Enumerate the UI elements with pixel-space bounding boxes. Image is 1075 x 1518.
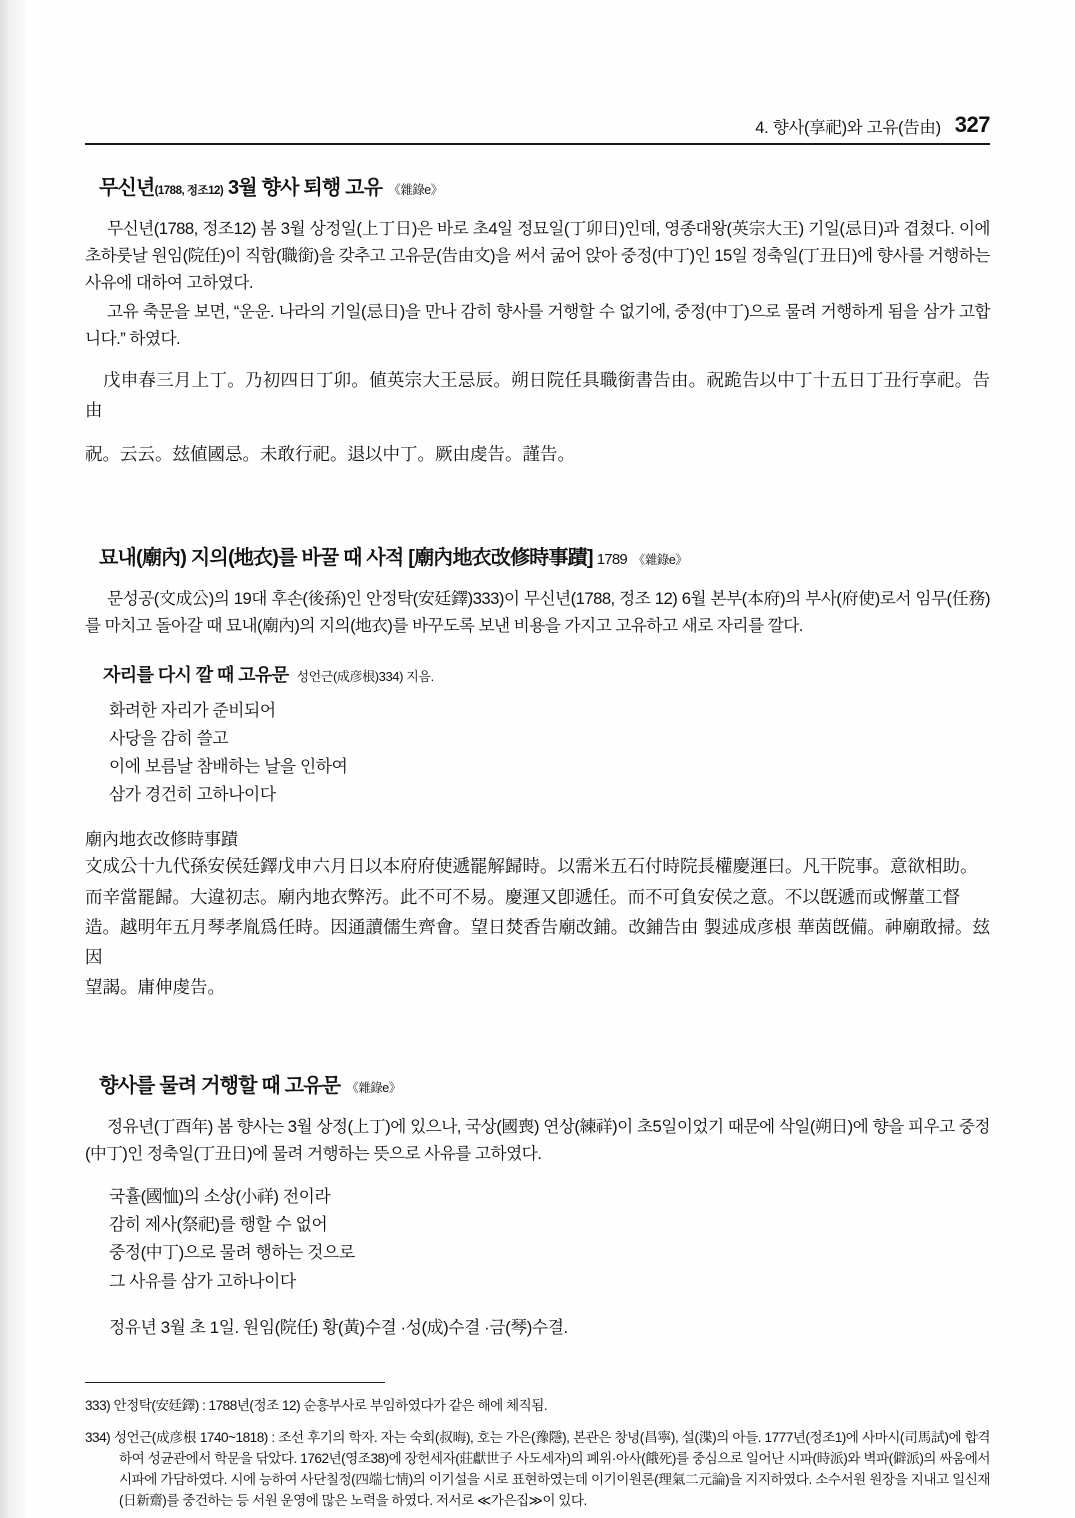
subheading-jari-author: 성언근(成彦根)334) 지음. [296,668,434,684]
page-number: 327 [954,112,990,137]
hanmun-musin-line-1: 戊申春三月上丁。乃初四日丁卯。値英宗大王忌辰。朔日院任具職銜書告由。祝跪告以中丁十五日丁丑行享祀。告由 [85,371,990,422]
section-heading-musin-rest: 3월 향사 퇴행 고유 [227,177,383,199]
verse-mulryeo-line-4: 그 사유를 삼가 고하나이다 [109,1271,296,1291]
signature-line: 정유년 3월 초 1일. 원임(院任) 황(黃)수결 ·성(成)수결 ·금(琴)수결. [109,1317,568,1337]
hanmun-jiui-line-1: 文成公十九代孫安侯廷鐸戊申六月日以本府府使遞罷解歸時。以需米五石付時院長權慶運曰。凡干院事。意欲相助。 [85,857,978,878]
verse-mulryeo-line-1: 국휼(國恤)의 소상(小祥) 전이라 [109,1187,331,1207]
section-heading-jiui-main: 묘내(廟內) 지의(地衣)를 바꿀 때 사적 [廟內地衣改修時事蹟] [99,546,593,569]
hanmun-jiui-line-2: 而辛當罷歸。大違初志。廟內地衣弊汚。此不可不易。慶運又卽遞任。而不可負安侯之意。不以旣遞而或懈蕫工督 [85,887,960,908]
section-heading-jiui [99,545,990,571]
chapter-title: 4. 향사(享祀)와 고유(告由) [755,119,941,137]
footnote-334 [85,1427,990,1511]
running-header [85,112,990,145]
footnote-333 [85,1395,990,1416]
footnote-separator [85,1382,385,1383]
verse-mulryeo-line-3: 중정(中丁)으로 물려 행하는 것으로 [109,1243,355,1263]
hanmun-jiui-line-4: 望謁。庸伸虔告。 [85,977,225,998]
paragraph-mulryeo-1: 정유년(丁酉年) 봄 향사는 3월 상정(上丁)에 있으나, 국상(國喪) 연상(練祥)이 초5일이었기 때문에 삭일(朔日)에 향을 피우고 중정(中丁)인 정축일(丁丑日)에 물려 거행하는 뜻으로 사유를 고하였다. [85,1116,990,1163]
paragraph-musin-2: 고유 축문을 보면, “운운. 나라의 기일(忌日)을 만나 감히 향사를 거행할 수 없기에, 중정(中丁)으로 물려 거행하게 됨을 삼가 고합니다.” 하였다. [85,302,990,349]
footnote-333-text: 안정탁(安廷鐸) : 1788년(정조 12) 순흥부사로 부임하였다가 같은 해에 체직됨. [113,1397,548,1413]
footnote-334-text: 성언근(成彦根 1740~1818) : 조선 후기의 학자. 자는 숙회(叔晦), 호는 가은(豫隱), 본관은 창녕(昌寧), 설(渫)의 아들. 1777년(정조1)에 사마시(司馬試)에 합격하여 성균관에서 학문을 닦았다. 1762년(영조38)에 장헌세자(莊獻世子 사도세자)의 폐위·아사(餓死)를 중심으로 일어난 시파(時派)와 벽파(僻派)의 싸움에서 시파에 가담하였다. 시에 능하여 사단칠정(四端七情)의 이기설을 시로 표현하였는데 이기이원론(理氣二元論)을 지지하였다. 소수서원 원장을 지내고 일신재(日新齋)를 중건하는 등 서원 운영에 많은 노력을 하였다. 저서로 ≪가은집≫이 있다. [113,1429,990,1509]
section-heading-musin-main: 무신년 [99,177,155,199]
section-heading-mulryeo [99,1073,990,1099]
footnote-334-number: 334) [85,1429,111,1445]
scan-edge-shadow [0,0,26,1518]
subheading-jari-label: 자리를 다시 깔 때 고유문 [103,664,289,685]
verse-jari-line-2: 사당을 감히 쓸고 [109,728,229,748]
section-heading-jiui-source: 《雜錄e》 [632,552,688,567]
verse-jari-line-3: 이에 보름날 참배하는 날을 인하여 [109,757,348,777]
section-heading-musin-small: (1788, 정조12) [154,185,224,197]
footnote-333-number: 333) [85,1397,111,1413]
hanmun-jiui-title: 廟內地衣改修時事蹟 [85,830,238,851]
section-heading-mulryeo-source: 《雜錄e》 [346,1080,401,1095]
paragraph-jiui-1: 문성공(文成公)의 19대 후손(後孫)인 안정탁(安廷鐸)333)이 무신년(1788, 정조 12) 6월 본부(本府)의 부사(府使)로서 임무(任務)를 마치고 돌아갈 때 묘내(廟內)의 지의(地衣)를 바꾸도록 보낸 비용을 가지고 고유하고 새로 자리를 깔다. [85,588,990,635]
section-heading-musin [99,175,990,201]
verse-mulryeo-line-2: 감히 제사(祭祀)를 행할 수 없어 [109,1215,328,1235]
section-heading-musin-source: 《雜錄e》 [388,183,443,197]
verse-mulryeo [109,1183,990,1296]
hanmun-musin-line-2: 祝。云云。玆値國忌。未敢行祀。退以中丁。厥由虔告。謹告。 [85,445,575,466]
subheading-jari-gouimun [103,661,990,687]
verse-jari-line-4: 삼가 경건히 고하나이다 [109,785,276,805]
verse-jari-line-1: 화려한 자리가 준비되어 [109,700,276,720]
section-heading-mulryeo-main: 향사를 물려 거행할 때 고유문 [99,1074,341,1097]
section-heading-jiui-year: 1789 [596,550,627,568]
page-content [85,0,990,1518]
verse-jari [109,697,990,810]
hanmun-jiui-line-3: 造。越明年五月琴孝胤爲任時。因通讀儒生齊會。望日焚香告廟改鋪。改鋪告由 製述成彦根 華茵旣備。神廟敢掃。玆因 [85,917,990,968]
paragraph-musin-1: 무신년(1788, 정조12) 봄 3월 상정일(上丁日)은 바로 초4일 정묘일(丁卯日)인데, 영종대왕(英宗大王) 기일(忌日)과 겹쳤다. 이에 초하룻날 원임(院任)이 직함(職銜)을 갖추고 고유문(告由文)을 써서 굶어 앉아 중정(中丁)인 15일 정축일(丁丑日)에 향사를 거행하는 사유에 대하여 고하였다. [85,219,990,293]
